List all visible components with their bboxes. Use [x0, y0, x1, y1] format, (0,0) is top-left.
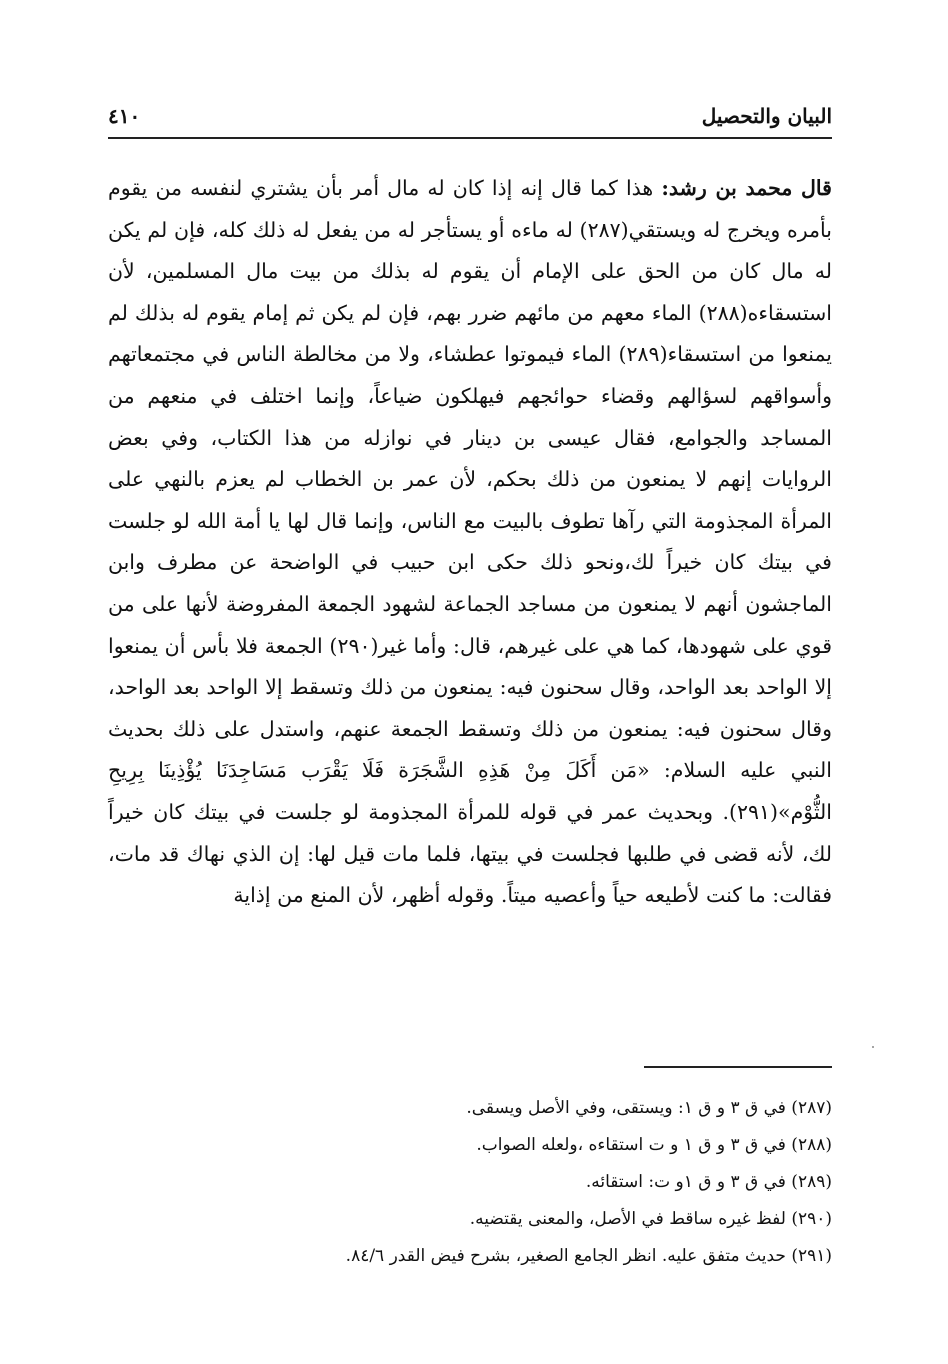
footnote-289: (٢٨٩) في ق ٣ و ق ١و ت: استقائه.	[585, 1172, 832, 1192]
footnote-291: (٢٩١) حديث متفق عليه. انظر الجامع الصغير، بشرح فيض القدر ٨٤/٦.	[345, 1246, 832, 1266]
paragraph-lead: قال محمد بن رشد:	[661, 176, 832, 200]
header-rule	[108, 137, 832, 139]
footnotes	[108, 1090, 832, 1275]
running-header	[108, 102, 832, 136]
footnote-288: (٢٨٨) في ق ٣ و ق ١ و ت استقاءه ،ولعله الصواب.	[476, 1135, 832, 1155]
footnote-290: (٢٩٠) لفظ غيره ساقط في الأصل، والمعنى يقتضيه.	[469, 1209, 832, 1229]
book-title: البيان والتحصيل	[701, 104, 832, 128]
page-number: ٤١٠	[108, 104, 141, 128]
scan-speck	[872, 1046, 874, 1048]
paragraph-text: هذا كما قال إنه إذا كان له مال أمر بأن يشتري لنفسه من يقوم بأمره ويخرج له ويستقي(٢٨٧) له ماءه أو يستأجر له من يفعل له ذلك كله، فإن لم يكن له مال كان من الحق على الإمام أن يقوم له بذلك من بيت مال المسلمين، لأن استسقاءه(٢٨٨) الماء معهم من مائهم ضرر بهم، فإن لم يكن ثم إمام يقوم له بذلك لم يمنعوا من استسقاء(٢٨٩) الماء فيموتوا عطشاء، ولا من مخالطة الناس في مجتمعاتهم وأسواقهم لسؤالهم وقضاء حوائجهم فيهلكون ضياعاً، وإنما اختلف في منعهم من المساجد والجوامع، فقال عيسى بن دينار في نوازله من هذا الكتاب، وفي بعض الروايات إنهم لا يمنعون من ذلك بحكم، لأن عمر بن الخطاب لم يعزم بالنهي على المرأة المجذومة التي رآها تطوف بالبيت مع الناس، وإنما قال لها يا أمة الله لو جلست في بيتك كان خيراً لك،ونحو ذلك حكى ابن حبيب في الواضحة عن مطرف وابن الماجشون أنهم لا يمنعون من مساجد الجماعة لشهود الجمعة المفروضة لأنها على من قوي على شهودها، كما هي على غيرهم، قال: وأما غير(٢٩٠) الجمعة فلا بأس أن يمنعوا إلا الواحد بعد الواحد، وقال سحنون فيه: يمنعون من ذلك وتسقط إلا الواحد بعد الواحد، وقال سحنون فيه: يمنعون من ذلك وتسقط الجمعة عنهم، واستدل على ذلك بحديث النبي عليه السلام: «مَن أَكَلَ مِنْ هَذِهِ الشَّجَرَة فَلَا يَقْرَب مَسَاجِدَنَا يُؤْذِينَا بِرِيحِ الثُّوْم»(٢٩١). وبحديث عمر في قوله للمرأة المجذومة لو جلست في بيتك كان خيراً لك، لأنه قضى في طلبها فجلست في بيتها، فلما مات قيل لها: إن الذي نهاك قد مات، فقالت: ما كنت لأطيعه حياً وأعصيه ميتاً. وقوله أظهر، لأن المنع من إذاية	[108, 176, 832, 908]
main-text	[108, 168, 832, 917]
paragraph	[108, 168, 832, 917]
footnote-rule	[644, 1066, 832, 1068]
footnote-287: (٢٨٧) في ق ٣ و ق ١: ويستقى، وفي الأصل ويسقى.	[466, 1098, 832, 1118]
